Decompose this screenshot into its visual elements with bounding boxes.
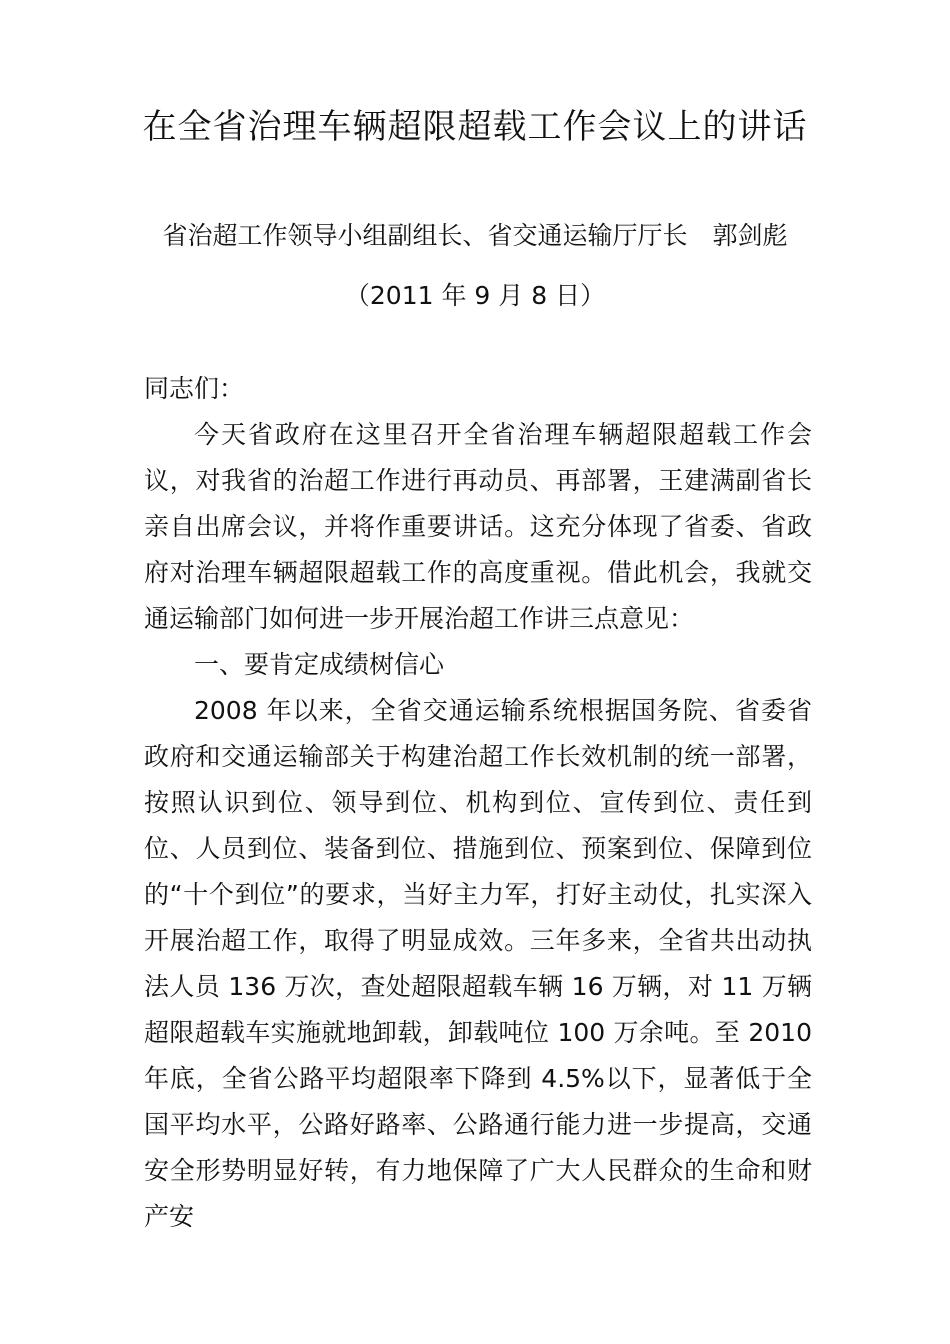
section-heading-1: 一、要肯定成绩树信心 — [194, 650, 445, 679]
author-line: 省治超工作领导小组副组长、省交通运输厅厅长 郭剑彪 — [162, 221, 788, 250]
paragraph-intro: 今天省政府在这里召开全省治理车辆超限超载工作会议，对我省的治超工作进行再动员、再部署，王建满副省长亲自出席会议，并将作重要讲话。这充分体现了省委、省政府对治理车辆超限超载工作的高度重视。借此机会，我就交通运输部门如何进一步开展治超工作讲三点意见： — [144, 420, 812, 633]
speech-date: （2011 年 9 月 8 日） — [344, 281, 606, 310]
paragraph-achievements: 2008 年以来，全省交通运输系统根据国务院、省委省政府和交通运输部关于构建治超工作长效机制的统一部署，按照认识到位、领导到位、机构到位、宣传到位、责任到位、人员到位、装备到位、措施到位、预案到位、保障到位的“十个到位”的要求，当好主力军，打好主动仗，扎实深入开展治超工作，取得了明显成效。三年多来，全省共出动执法人员 136 万次，查处超限超载车辆 16 万辆，对 11 万辆超限超载车实施就地卸载，卸载吨位 100 万余吨。至 2010 年底，全省公路平均超限率下降到 4.5%以下，显著低于全国平均水平，公路好路率、公路通行能力进一步提高，交通安全形势明显好转，有力地保障了广大人民群众的生命和财产安 — [144, 696, 812, 1231]
document-title: 在全省治理车辆超限超载工作会议上的讲话 — [142, 107, 808, 147]
salutation: 同志们： — [144, 374, 245, 403]
document-body — [144, 366, 812, 1240]
